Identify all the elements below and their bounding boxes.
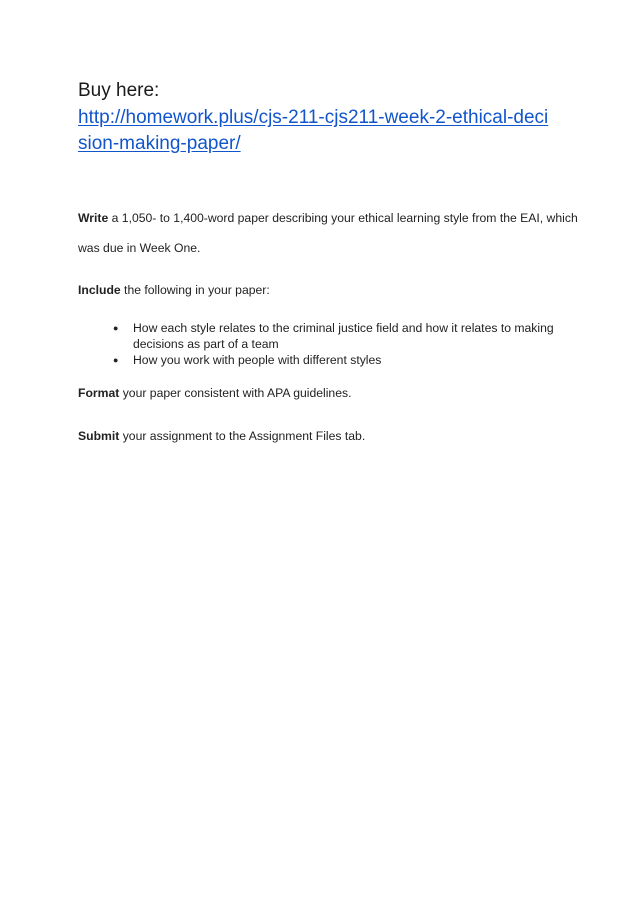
buy-here-label: Buy here: — [78, 80, 160, 101]
submit-keyword: Submit — [78, 429, 120, 443]
format-keyword: Format — [78, 386, 120, 400]
include-text: the following in your paper: — [120, 283, 270, 297]
list-item — [113, 320, 563, 352]
format-paragraph — [78, 385, 351, 401]
list-item — [113, 352, 563, 368]
bullet-icon: ● — [113, 323, 119, 333]
list-item-line-1: How you work with people with different styles — [133, 353, 382, 367]
write-paragraph — [78, 210, 578, 256]
include-paragraph — [78, 282, 270, 298]
submit-text: your assignment to the Assignment Files tab. — [119, 429, 366, 443]
write-text-line-2: was due in Week One. — [78, 241, 201, 255]
write-keyword: Write — [78, 211, 109, 225]
write-text-line-1: a 1,050- to 1,400-word paper describing your ethical learning style from the EAI, which — [108, 211, 578, 225]
bullet-icon: ● — [113, 355, 119, 365]
purchase-link[interactable] — [78, 105, 578, 157]
list-item-line-1: How each style relates to the criminal justice field and how it relates to making — [133, 321, 554, 335]
include-keyword: Include — [78, 283, 121, 297]
requirements-list — [113, 320, 563, 368]
purchase-link-line-2[interactable]: sion-making-paper/ — [78, 133, 241, 154]
submit-paragraph — [78, 428, 365, 444]
list-item-line-2: decisions as part of a team — [133, 337, 279, 351]
format-text: your paper consistent with APA guidelines. — [119, 386, 352, 400]
purchase-link-line-1[interactable]: http://homework.plus/cjs-211-cjs211-week-2-ethical-deci — [78, 107, 549, 128]
